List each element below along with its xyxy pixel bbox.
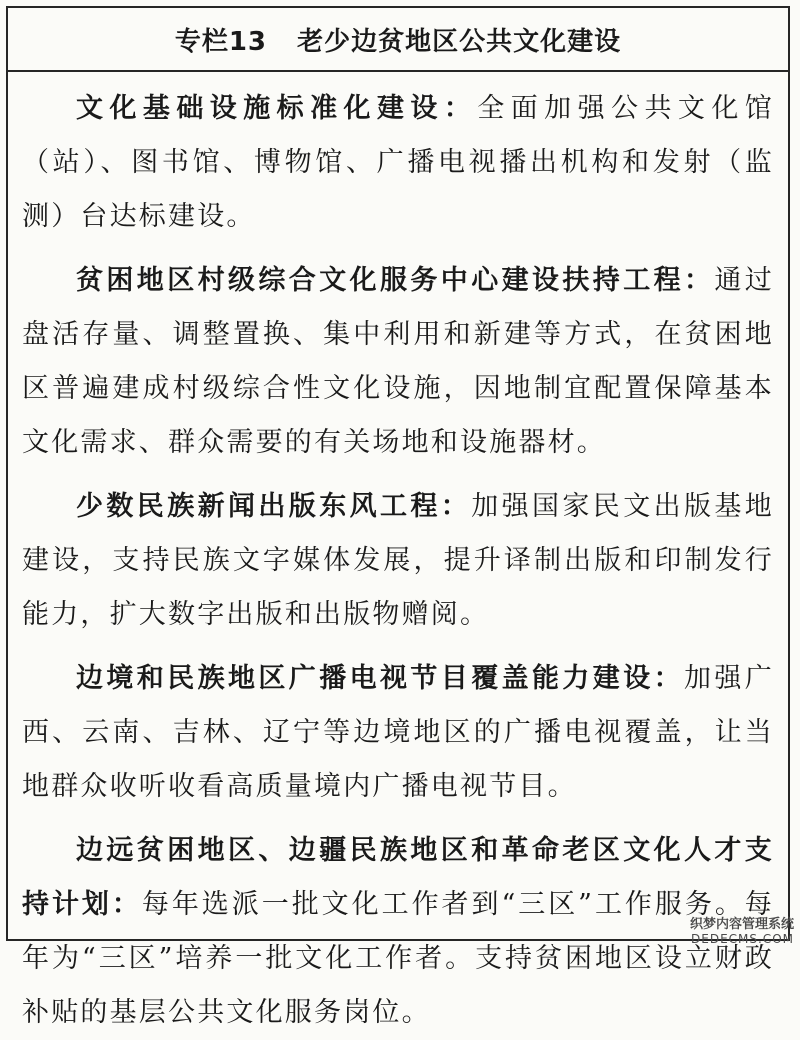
watermark-line1: 织梦内容管理系统 [689, 917, 794, 933]
paragraph-3-text: 加强国家民文出版基地建设，支持民族文字媒体发展，提升译制出版和印制发行能力，扩大数字出版和出版物赠阅。 [22, 491, 774, 630]
paragraph-5 [22, 824, 774, 1040]
paragraph-1-lead: 文化基础设施标准化建设： [76, 93, 478, 124]
box-title: 专栏13 老少边贫地区公共文化建设 [174, 26, 622, 57]
paragraph-4-text: 加强广西、云南、吉林、辽宁等边境地区的广播电视覆盖，让当地群众收听收看高质量境内广播电视节目。 [22, 663, 774, 802]
feature-box [6, 6, 790, 1028]
paragraph-4 [22, 652, 774, 814]
paragraph-2-text: 通过盘活存量、调整置换、集中利用和新建等方式，在贫困地区普遍建成村级综合性文化设施，因地制宜配置保障基本文化需求、群众需要的有关场地和设施器材。 [22, 265, 774, 458]
title-row [8, 8, 788, 72]
watermark-line2: DEDECMS.COM [691, 932, 794, 947]
box-content [8, 72, 788, 1040]
paragraph-2-lead: 贫困地区村级综合文化服务中心建设扶持工程： [76, 265, 715, 296]
watermark [690, 918, 794, 947]
paragraph-1 [22, 82, 774, 244]
paragraph-4-lead: 边境和民族地区广播电视节目覆盖能力建设： [76, 663, 684, 694]
paragraph-3-lead: 少数民族新闻出版东风工程： [76, 491, 472, 522]
paragraph-5-text: 每年选派一批文化工作者到“三区”工作服务。每年为“三区”培养一批文化工作者。支持贫困地区设立财政补贴的基层公共文化服务岗位。 [22, 889, 774, 1028]
paragraph-5-lead: 边远贫困地区、边疆民族地区和革命老区文化人才支持计划： [22, 835, 774, 920]
paragraph-2 [22, 254, 774, 470]
paragraph-3 [22, 480, 774, 642]
paragraph-1-text: 全面加强公共文化馆（站）、图书馆、博物馆、广播电视播出机构和发射（监测）台达标建设。 [22, 93, 774, 232]
